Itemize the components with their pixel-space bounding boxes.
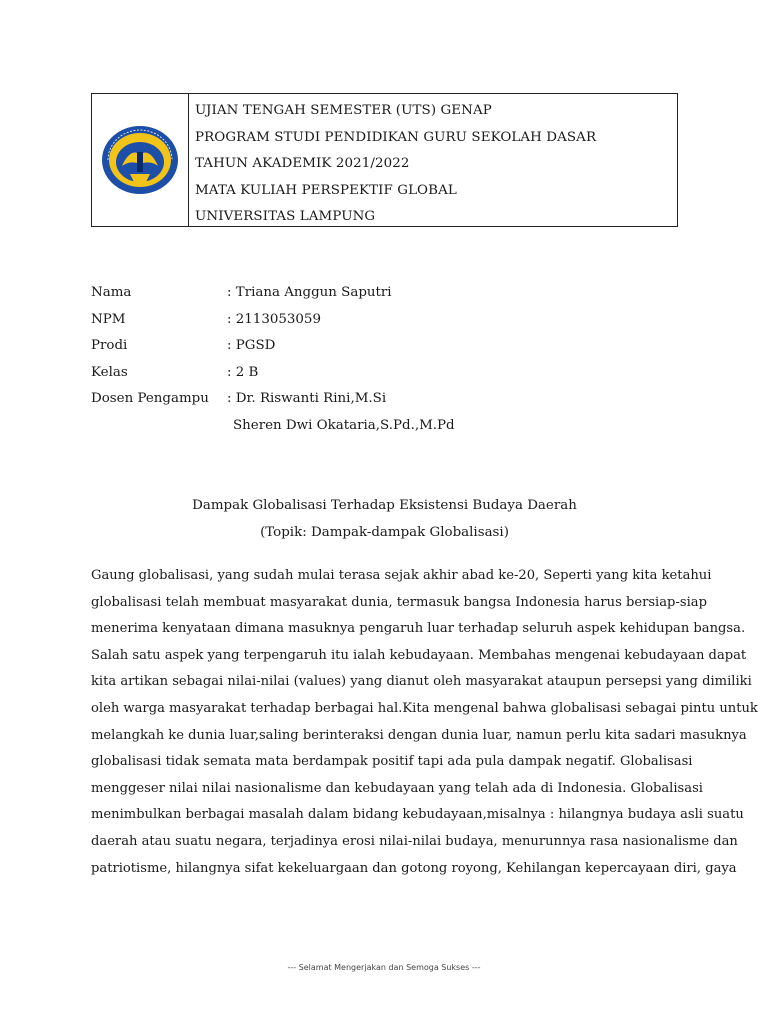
header-line-year: TAHUN AKADEMIK 2021/2022 — [195, 156, 410, 171]
info-dosen-continuation: Sheren Dwi Okataria,S.Pd.,M.Pd — [233, 417, 455, 433]
student-info — [91, 280, 455, 440]
header-line-program: PROGRAM STUDI PENDIDIKAN GURU SEKOLAH DASAR — [195, 129, 597, 145]
university-logo — [100, 124, 180, 196]
essay-line: daerah atau suatu negara, terjadinya erosi nilai-nilai budaya, menurunnya rasa nasionalisme dan — [91, 833, 738, 849]
info-label: Dosen Pengampu — [91, 391, 209, 407]
essay-subtitle: (Topik: Dampak-dampak Globalisasi) — [260, 524, 509, 540]
essay-title-block — [91, 493, 678, 546]
info-value: : PGSD — [227, 338, 276, 354]
info-row-prodi — [91, 333, 455, 360]
essay-line: kita artikan sebagai nilai-nilai (values) yang dianut oleh masyarakat ataupun persepsi yang dimiliki — [91, 674, 752, 690]
logo-cell — [92, 94, 189, 226]
essay-line: oleh warga masyarakat terhadap berbagai hal.Kita mengenal bahwa globalisasi sebagai pintu untuk — [91, 700, 758, 716]
info-value: : 2113053059 — [227, 311, 321, 327]
header-lines — [189, 94, 596, 226]
essay-title: Dampak Globalisasi Terhadap Eksistensi Budaya Daerah — [192, 498, 577, 513]
essay-line: Gaung globalisasi, yang sudah mulai terasa sejak akhir abad ke-20, Seperti yang kita ketahui — [91, 568, 712, 583]
info-label: Prodi — [91, 338, 128, 354]
essay-line: menggeser nilai nilai nasionalisme dan kebudayaan yang telah ada di Indonesia. Globalisasi — [91, 780, 703, 796]
essay-body — [91, 563, 758, 882]
header-line-course: MATA KULIAH PERSPEKTIF GLOBAL — [195, 182, 457, 198]
header-line-university: UNIVERSITAS LAMPUNG — [195, 209, 376, 224]
info-row-npm — [91, 307, 455, 334]
info-label: Nama — [91, 285, 132, 300]
page-footer: --- Selamat Mengerjakan dan Semoga Sukses --- — [287, 963, 481, 972]
essay-line: menimbulkan berbagai masalah dalam bidang kebudayaan,misalnya : hilangnya budaya asli suatu — [91, 807, 744, 823]
header-line-exam: UJIAN TENGAH SEMESTER (UTS) GENAP — [195, 103, 492, 118]
essay-line: Salah satu aspek yang terpengaruh itu ialah kebudayaan. Membahas mengenai kebudayaan dapat — [91, 647, 747, 663]
essay-line: melangkah ke dunia luar,saling berinteraksi dengan dunia luar, namun perlu kita sadari masuknya — [91, 727, 747, 743]
info-value: : 2 B — [227, 364, 259, 380]
essay-line: globalisasi telah membuat masyarakat dunia, termasuk bangsa Indonesia harus bersiap-siap — [91, 594, 707, 610]
info-row-dosen — [91, 386, 455, 413]
info-label: NPM — [91, 311, 126, 327]
exam-header-table — [91, 93, 678, 227]
essay-line: menerima kenyataan dimana masuknya pengaruh luar terhadap seluruh aspek kehidupan bangsa. — [91, 621, 746, 637]
essay-line: globalisasi tidak semata mata berdampak positif tapi ada pula dampak negatif. Globalisasi — [91, 754, 693, 770]
info-value: : Triana Anggun Saputri — [227, 285, 392, 300]
info-value: : Dr. Riswanti Rini,M.Si — [227, 391, 387, 407]
essay-line: patriotisme, hilangnya sifat kekeluargaan dan gotong royong, Kehilangan kepercayaan diri, gaya — [91, 860, 737, 876]
info-row-name — [91, 280, 455, 307]
info-row-kelas — [91, 360, 455, 387]
info-label: Kelas — [91, 364, 128, 380]
